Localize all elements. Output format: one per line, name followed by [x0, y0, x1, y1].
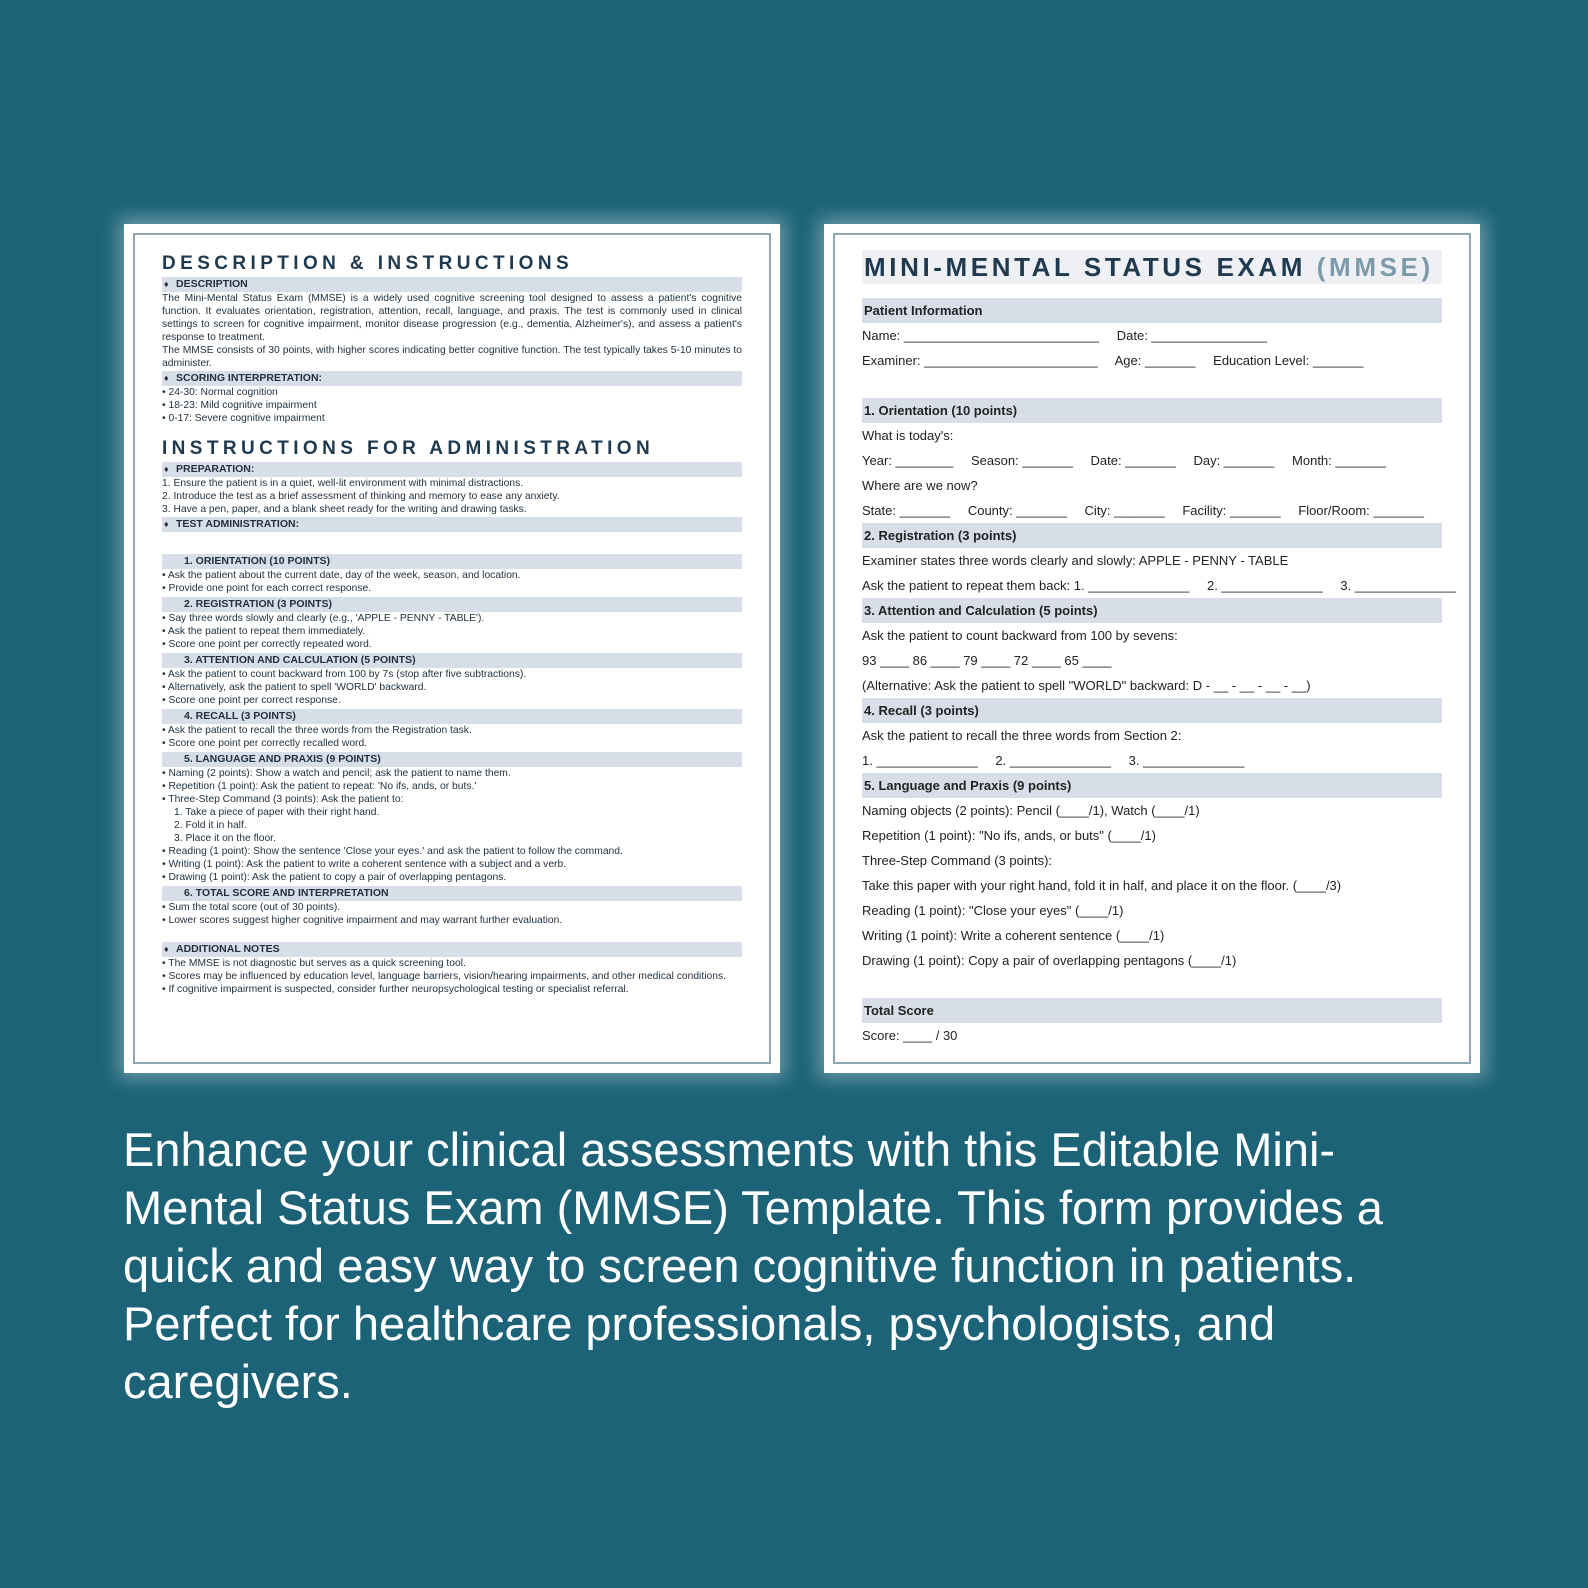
diamond-icon: ♦ [164, 464, 169, 474]
attention-heading: 3. ATTENTION AND CALCULATION (5 POINTS) [162, 653, 742, 668]
state-field[interactable]: State: _______ [862, 503, 951, 518]
recall-answers [862, 748, 1442, 773]
attention-alternative[interactable]: (Alternative: Ask the patient to spell "WORLD" backward: D - __ - __ - __ - __) [862, 678, 1311, 693]
patient-info-row [862, 323, 1442, 348]
mmse-form-content [862, 250, 1457, 1048]
instructions-title: DESCRIPTION & INSTRUCTIONS [162, 253, 574, 274]
description-paragraph-2: The MMSE consists of 30 points, with higher scores indicating better cognitive function. The test typically takes 5-10 minutes to administer. [162, 345, 742, 369]
form-title [862, 250, 1442, 284]
orientation-heading: 1. ORIENTATION (10 POINTS) [162, 554, 742, 569]
test-administration-heading-label: TEST ADMINISTRATION: [176, 518, 300, 530]
facility-field[interactable]: Facility: _______ [1182, 503, 1281, 518]
language-item: • Writing (1 point): Ask the patient to write a coherent sentence with a subject and a verb. [162, 859, 567, 870]
orientation-heading: 1. Orientation (10 points) [862, 398, 1442, 423]
instructions-content [162, 252, 742, 996]
language-step: 1. Take a piece of paper with their right hand. [174, 807, 380, 818]
additional-notes-heading [162, 942, 742, 957]
recall-heading: 4. RECALL (3 POINTS) [162, 709, 742, 724]
registration-answers [862, 573, 1457, 598]
registration-item: • Score one point per correctly repeated word. [162, 639, 372, 650]
day-field[interactable]: Day: _______ [1193, 453, 1275, 468]
preparation-heading [162, 462, 742, 477]
notes-item: • If cognitive impairment is suspected, consider further neuropsychological testing or specialist referral. [162, 984, 629, 995]
language-line[interactable]: Writing (1 point): Write a coherent sentence (____/1) [862, 928, 1165, 943]
diamond-icon: ♦ [164, 519, 169, 529]
language-heading: 5. LANGUAGE AND PRAXIS (9 POINTS) [162, 752, 742, 767]
patient-info-heading: Patient Information [862, 298, 1442, 323]
registration-heading: 2. Registration (3 points) [862, 523, 1442, 548]
description-paragraph-1: The Mini-Mental Status Exam (MMSE) is a widely used cognitive screening tool designed to assess a patient's cognitive function. It evaluates orientation, registration, attention, recall, language, and praxis. The test is commonly used in clinical settings to screen for cognitive impairment, monitor disease progression (e.g., dementia, Alzheimer's), and assess a patient's response to treatment. [162, 293, 742, 343]
preparation-heading-label: PREPARATION: [176, 463, 255, 475]
orientation-place-row [862, 498, 1442, 523]
season-field[interactable]: Season: _______ [970, 453, 1073, 468]
county-field[interactable]: County: _______ [967, 503, 1067, 518]
registration-answer-1[interactable]: Ask the patient to repeat them back: 1. ______________ [862, 578, 1190, 593]
orientation-time-row [862, 448, 1442, 473]
city-field[interactable]: City: _______ [1084, 503, 1165, 518]
language-item: • Drawing (1 point): Ask the patient to copy a pair of overlapping pentagons. [162, 872, 507, 883]
scoring-item: • 0-17: Severe cognitive impairment [162, 413, 325, 424]
registration-item: • Ask the patient to repeat them immediately. [162, 626, 366, 637]
attention-item: • Alternatively, ask the patient to spell 'WORLD' backward. [162, 682, 427, 693]
registration-heading: 2. REGISTRATION (3 POINTS) [162, 597, 742, 612]
instructions-page [124, 224, 780, 1073]
scoring-item: • 24-30: Normal cognition [162, 387, 278, 398]
age-field[interactable]: Age: _______ [1114, 353, 1196, 368]
language-step: 3. Place it on the floor. [174, 833, 276, 844]
scoring-item: • 18-23: Mild cognitive impairment [162, 400, 317, 411]
notes-item: • Scores may be influenced by education level, language barriers, vision/hearing impairments, and other medical conditions. [162, 971, 726, 982]
attention-item: • Ask the patient to count backward from 100 by 7s (stop after five subtractions). [162, 669, 527, 680]
total-score-item: • Sum the total score (out of 30 points). [162, 902, 341, 913]
recall-text: Ask the patient to recall the three words from Section 2: [862, 728, 1182, 743]
registration-answer-3[interactable]: 3. ______________ [1340, 578, 1457, 593]
language-line[interactable]: Take this paper with your right hand, fold it in half, and place it on the floor. (____/3) [862, 878, 1342, 893]
date-field[interactable]: Date: _______ [1090, 453, 1176, 468]
recall-answer-2[interactable]: 2. ______________ [995, 753, 1111, 768]
spacer [162, 927, 742, 941]
mmse-form-page [824, 224, 1480, 1073]
patient-info-row [862, 348, 1442, 373]
diamond-icon: ♦ [164, 279, 169, 289]
language-item: • Three-Step Command (3 points): Ask the patient to: [162, 794, 404, 805]
attention-item: • Score one point per correct response. [162, 695, 341, 706]
attention-answers[interactable]: 93 ____ 86 ____ 79 ____ 72 ____ 65 ____ [862, 653, 1112, 668]
orientation-item: • Provide one point for each correct response. [162, 583, 372, 594]
education-level-field[interactable]: Education Level: _______ [1213, 353, 1364, 368]
orientation-question: Where are we now? [862, 478, 978, 493]
score-field[interactable]: Score: ____ / 30 [862, 1028, 958, 1043]
recall-answer-1[interactable]: 1. ______________ [862, 753, 978, 768]
language-heading: 5. Language and Praxis (9 points) [862, 773, 1442, 798]
language-item: • Naming (2 points): Show a watch and pencil; ask the patient to name them. [162, 768, 511, 779]
language-line[interactable]: Naming objects (2 points): Pencil (____/1), Watch (____/1) [862, 803, 1200, 818]
spacer [862, 973, 1442, 998]
orientation-item: • Ask the patient about the current date, day of the week, season, and location. [162, 570, 521, 581]
preparation-item: 3. Have a pen, paper, and a blank sheet ready for the writing and drawing tasks. [162, 504, 527, 515]
total-score-item: • Lower scores suggest higher cognitive impairment and may warrant further evaluation. [162, 915, 563, 926]
language-item: • Reading (1 point): Show the sentence 'Close your eyes.' and ask the patient to follow the command. [162, 846, 623, 857]
test-administration-heading [162, 517, 742, 532]
total-score-heading: Total Score [862, 998, 1442, 1023]
floor-room-field[interactable]: Floor/Room: _______ [1298, 503, 1424, 518]
promo-caption: Enhance your clinical assessments with this Editable Mini-Mental Status Exam (MMSE) Template. This form provides a quick and easy way to screen cognitive function in patients. Perfect for healthcare professionals, psychologists, and caregivers. [123, 1123, 1383, 1408]
preparation-item: 1. Ensure the patient is in a quiet, well-lit environment with minimal distractions. [162, 478, 524, 489]
name-field[interactable]: Name: ___________________________ [862, 328, 1100, 343]
registration-answer-2[interactable]: 2. ______________ [1207, 578, 1323, 593]
scoring-heading [162, 371, 742, 386]
administration-title: INSTRUCTIONS FOR ADMINISTRATION [162, 438, 655, 459]
spacer [162, 532, 742, 552]
notes-item: • The MMSE is not diagnostic but serves as a quick screening tool. [162, 958, 466, 969]
registration-text: Examiner states three words clearly and slowly: APPLE - PENNY - TABLE [862, 553, 1289, 568]
preparation-item: 2. Introduce the test as a brief assessment of thinking and memory to ease any anxiety. [162, 491, 560, 502]
year-field[interactable]: Year: ________ [862, 453, 954, 468]
attention-text: Ask the patient to count backward from 100 by sevens: [862, 628, 1178, 643]
language-line[interactable]: Repetition (1 point): "No ifs, ands, or buts" (____/1) [862, 828, 1156, 843]
recall-heading: 4. Recall (3 points) [862, 698, 1442, 723]
spacer [862, 373, 1442, 398]
description-heading-label: DESCRIPTION [176, 278, 248, 290]
language-step: 2. Fold it in half. [174, 820, 247, 831]
examiner-field[interactable]: Examiner: ________________________ [862, 353, 1098, 368]
diamond-icon: ♦ [164, 944, 169, 954]
registration-item: • Say three words slowly and clearly (e.g., 'APPLE - PENNY - TABLE'). [162, 613, 485, 624]
additional-notes-heading-label: ADDITIONAL NOTES [176, 943, 280, 955]
attention-heading: 3. Attention and Calculation (5 points) [862, 598, 1442, 623]
diamond-icon: ♦ [164, 373, 169, 383]
recall-answer-3[interactable]: 3. ______________ [1128, 753, 1245, 768]
recall-item: • Ask the patient to recall the three words from the Registration task. [162, 725, 472, 736]
month-field[interactable]: Month: _______ [1292, 453, 1386, 468]
language-line: Three-Step Command (3 points): [862, 853, 1053, 868]
language-line[interactable]: Drawing (1 point): Copy a pair of overlapping pentagons (____/1) [862, 953, 1237, 968]
language-item: • Repetition (1 point): Ask the patient to repeat: 'No ifs, ands, or buts.' [162, 781, 477, 792]
date-field[interactable]: Date: ________________ [1116, 328, 1268, 343]
description-heading [162, 277, 742, 292]
recall-item: • Score one point per correctly recalled word. [162, 738, 368, 749]
form-title-abbr: (MMSE) [1316, 252, 1434, 282]
language-line[interactable]: Reading (1 point): "Close your eyes" (____/1) [862, 903, 1124, 918]
scoring-heading-label: SCORING INTERPRETATION: [176, 372, 323, 384]
form-title-text: MINI-MENTAL STATUS EXAM [864, 252, 1306, 282]
orientation-question: What is today's: [862, 428, 954, 443]
total-score-heading: 6. TOTAL SCORE AND INTERPRETATION [162, 886, 742, 901]
